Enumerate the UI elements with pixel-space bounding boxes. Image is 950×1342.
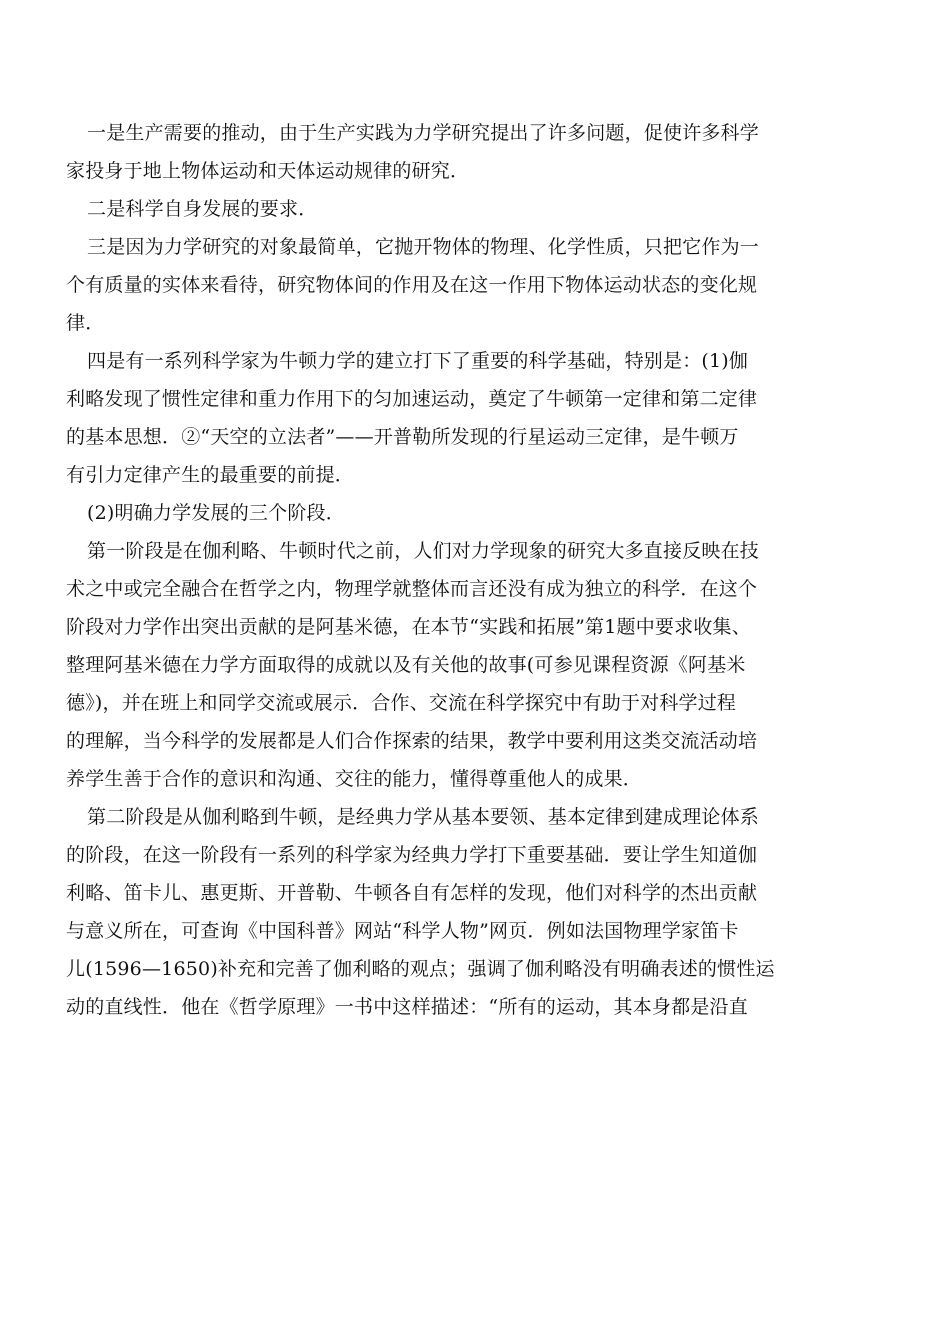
text-line: 整理阿基米德在力学方面取得的成就以及有关他的故事(可参见课程资源《阿基米 xyxy=(66,654,746,676)
text-line: 律． xyxy=(66,312,105,334)
text-line: 的理解，当今科学的发展都是人们合作探索的结果，教学中要利用这类交流活动培 xyxy=(66,730,758,752)
text-line: 术之中或完全融合在哲学之内，物理学就整体而言还没有成为独立的科学．在这个 xyxy=(66,578,758,600)
text-line: 的基本思想．②“天空的立法者”——开普勒所发现的行星运动三定律，是牛顿万 xyxy=(66,426,739,448)
text-line: 第一阶段是在伽利略、牛顿时代之前，人们对力学现象的研究大多直接反映在技 xyxy=(87,540,760,562)
text-line: 与意义所在，可查询《中国科普》网站“科学人物”网页．例如法国物理学家笛卡 xyxy=(66,920,739,942)
text-line: 养学生善于合作的意识和沟通、交往的能力，懂得尊重他人的成果． xyxy=(66,768,643,790)
text-line: 阶段对力学作出突出贡献的是阿基米德，在本节“实践和拓展”第1题中要求收集、 xyxy=(66,616,751,638)
text-line: 第二阶段是从伽利略到牛顿，是经典力学从基本要领、基本定律到建成理论体系 xyxy=(87,806,760,828)
text-line: 利略、笛卡儿、惠更斯、开普勒、牛顿各自有怎样的发现，他们对科学的杰出贡献 xyxy=(66,882,758,904)
text-line: 一是生产需要的推动，由于生产实践为力学研究提出了许多问题，促使许多科学 xyxy=(87,122,760,144)
text-line: 三是因为力学研究的对象最简单，它抛开物体的物理、化学性质，只把它作为一 xyxy=(87,236,760,258)
text-line: 儿(1596—1650)补充和完善了伽利略的观点；强调了伽利略没有明确表述的惯性运 xyxy=(66,958,775,980)
text-line: 四是有一系列科学家为牛顿力学的建立打下了重要的科学基础，特别是：(1)伽 xyxy=(87,350,749,372)
text-line: 个有质量的实体来看待，研究物体间的作用及在这一作用下物体运动状态的变化规 xyxy=(66,274,758,296)
text-line: 德》)，并在班上和同学交流或展示．合作、交流在科学探究中有助于对科学过程 xyxy=(66,692,737,714)
text-line: 的阶段，在这一阶段有一系列的科学家为经典力学打下重要基础．要让学生知道伽 xyxy=(66,844,758,866)
text-line: 动的直线性．他在《哲学原理》一书中这样描述：“所有的运动，其本身都是沿直 xyxy=(66,996,748,1018)
text-line: 利略发现了惯性定律和重力作用下的匀加速运动，奠定了牛顿第一定律和第二定律 xyxy=(66,388,758,410)
document-body xyxy=(66,114,775,1026)
text-line: 家投身于地上物体运动和天体运动规律的研究． xyxy=(66,160,470,182)
text-line: 有引力定律产生的最重要的前提． xyxy=(66,464,355,486)
text-line: 二是科学自身发展的要求． xyxy=(87,198,318,220)
text-line: (2)明确力学发展的三个阶段． xyxy=(87,502,345,524)
